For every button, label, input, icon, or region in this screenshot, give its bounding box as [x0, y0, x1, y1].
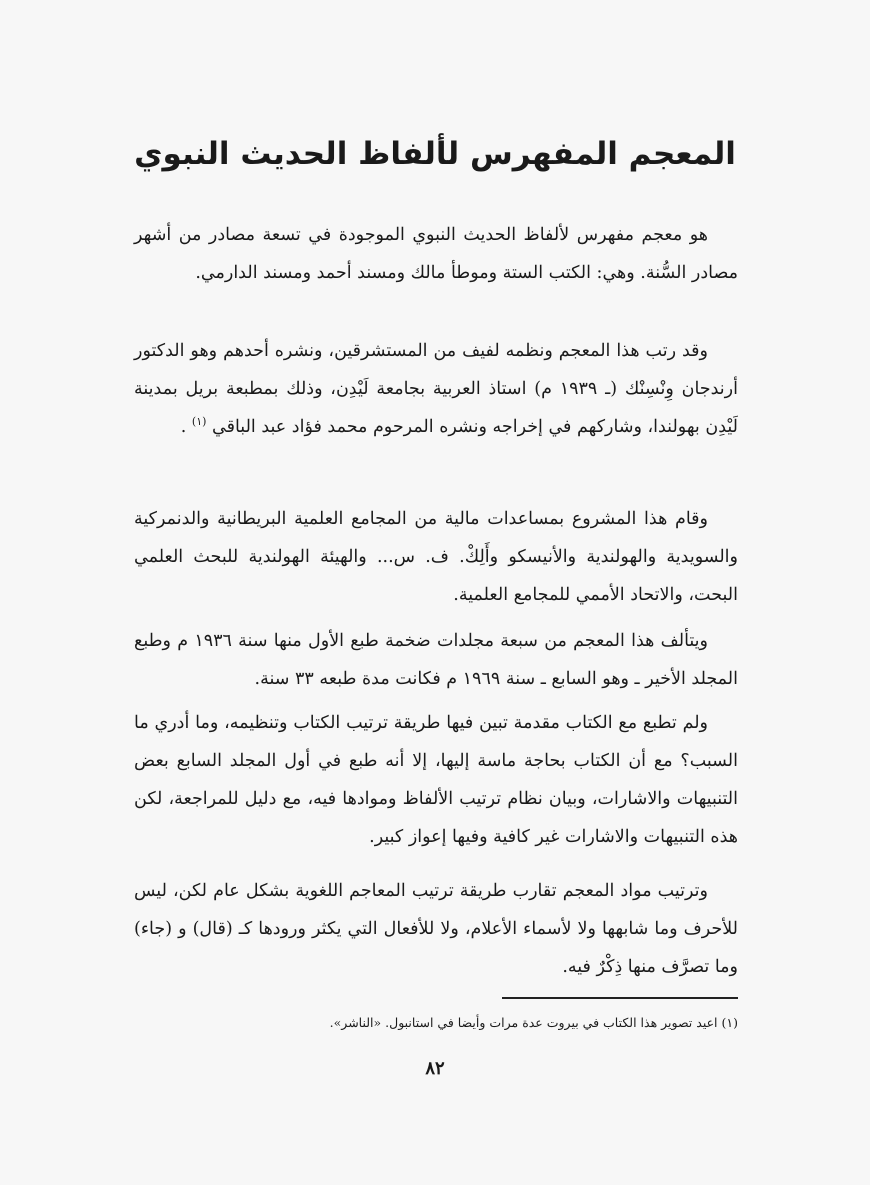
footnote: (١) اعيد تصوير هذا الكتاب في بيروت عدة مرات وأيضا في استانبول. «الناشر».: [329, 1015, 738, 1030]
paragraph-2: [134, 332, 738, 446]
page-title: المعجم المفهرس لألفاظ الحديث النبوي: [134, 136, 736, 172]
paragraph-4: ويتألف هذا المعجم من سبعة مجلدات ضخمة طبع الأول منها سنة ١٩٣٦ م وطبع المجلد الأخير ـ وهو السابع ـ سنة ١٩٦٩ م فكانت مدة طبعه ٣٣ سنة.: [134, 631, 738, 689]
paragraph-6: وترتيب مواد المعجم تقارب طريقة ترتيب المعاجم اللغوية بشكل عام لكن، ليس للأحرف وما شابهها ولا لأسماء الأعلام، ولا للأفعال التي يكثر ورودها كـ (قال) و (جاء) وما تصرَّف منها ذِكْرٌ فيه.: [134, 881, 738, 977]
paragraph-2-text: وقد رتب هذا المعجم ونظمه لفيف من المستشرقين، ونشره أحدهم وهو الدكتور أرندجان وِنْسِنْك (ـ ١٩٣٩ م) استاذ العربية بجامعة لَيْدِن، وذلك بمطبعة بريل بمدينة لَيْدِن بهولندا، وشاركهم في إخراجه ونشره المرحوم محمد فؤاد عبد الباقي: [134, 341, 738, 437]
paragraph-2-end: .: [180, 417, 187, 437]
paragraph-5: ولم تطبع مع الكتاب مقدمة تبين فيها طريقة ترتيب الكتاب وتنظيمه، وما أدري ما السبب؟ مع أن الكتاب بحاجة ماسة إليها، إلا أنه طبع في أول المجلد السابع بعض التنبيهات والاشارات، وبيان نظام ترتيب الألفاظ وموادها فيه، مع دليل للمراجعة، لكن هذه التنبيهات والاشارات غير كافية وفيها إعواز كبير.: [134, 713, 738, 847]
page-number: ٨٢: [425, 1058, 445, 1079]
footnote-divider: [502, 997, 738, 999]
paragraph-3: وقام هذا المشروع بمساعدات مالية من المجامع العلمية البريطانية والدنمركية والسويدية والهولندية والأنيسكو وأَلِكْ. ف. س... والهيئة الهولندية للبحث العلمي البحت، والاتحاد الأممي للمجامع العلمية.: [134, 509, 738, 605]
footnote-reference: (١): [191, 415, 207, 429]
paragraph-1: هو معجم مفهرس لألفاظ الحديث النبوي الموجودة في تسعة مصادر من أشهر مصادر السُّنة. وهي: الكتب الستة وموطأ مالك ومسند أحمد ومسند الدارمي.: [134, 225, 738, 283]
